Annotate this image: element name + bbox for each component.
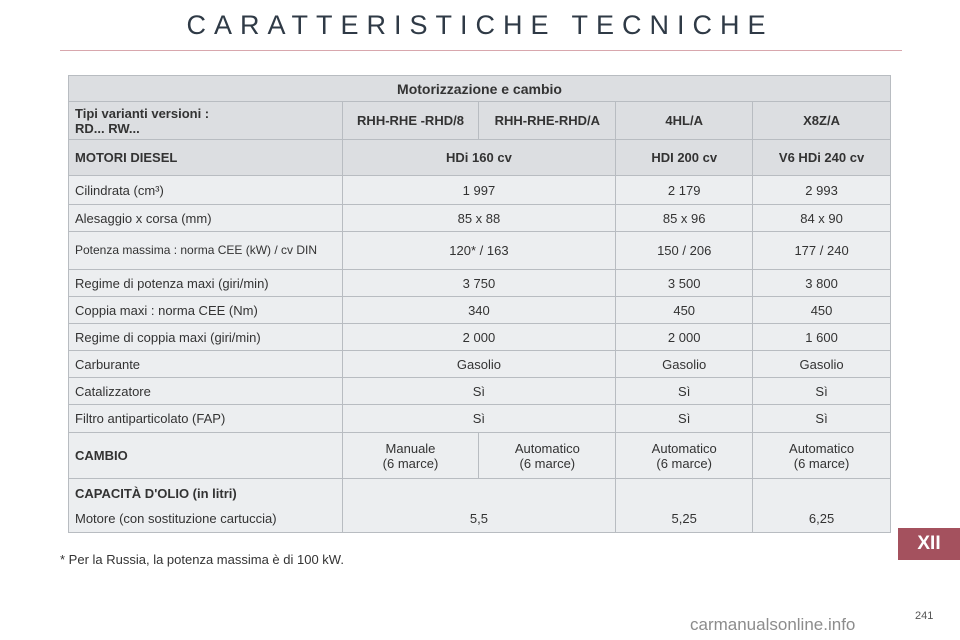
table-row <box>69 405 891 433</box>
gearbox-gears: (6 marce) <box>793 455 850 471</box>
gearbox-type: Manuale <box>385 440 436 456</box>
row-value: 120* / 163 <box>342 232 616 270</box>
row-value: Sì <box>753 405 891 433</box>
row-label: Potenza massima : norma CEE (kW) / cv DIN <box>69 232 343 270</box>
row-value: 2 179 <box>616 176 753 205</box>
row-value: 2 993 <box>753 176 891 205</box>
gearbox-type: Automatico <box>789 440 855 456</box>
row-value: Gasolio <box>753 351 891 378</box>
row-value: 2 000 <box>616 324 753 351</box>
variant-cell: 4HL/A <box>616 102 753 140</box>
row-value: 85 x 88 <box>342 205 616 232</box>
engines-label: MOTORI DIESEL <box>69 140 343 176</box>
row-label: Alesaggio x corsa (mm) <box>69 205 343 232</box>
row-value: 3 750 <box>342 270 616 297</box>
row-value: 84 x 90 <box>753 205 891 232</box>
gearbox-cell <box>342 433 479 479</box>
row-value: 340 <box>342 297 616 324</box>
variants-row <box>69 102 891 140</box>
table-row <box>69 176 891 205</box>
gearbox-cell <box>753 433 891 479</box>
row-value: 450 <box>616 297 753 324</box>
table-caption-row <box>69 76 891 102</box>
engine-cell: HDi 160 cv <box>342 140 616 176</box>
oil-capacity-row <box>69 479 891 533</box>
row-value: 177 / 240 <box>753 232 891 270</box>
engine-cell: V6 HDi 240 cv <box>753 140 891 176</box>
row-value: 150 / 206 <box>616 232 753 270</box>
table-row <box>69 351 891 378</box>
watermark: carmanualsonline.info <box>690 615 856 634</box>
row-value: 2 000 <box>342 324 616 351</box>
gearbox-type: Automatico <box>514 440 580 456</box>
row-value: Sì <box>753 378 891 405</box>
row-label: Coppia maxi : norma CEE (Nm) <box>69 297 343 324</box>
row-value: 1 600 <box>753 324 891 351</box>
engines-row <box>69 140 891 176</box>
gearbox-gears: (6 marce) <box>656 455 712 471</box>
table-caption: Motorizzazione e cambio <box>69 76 891 102</box>
gearbox-cell <box>479 433 616 479</box>
chapter-tab[interactable]: XII <box>898 528 960 560</box>
row-value: Gasolio <box>616 351 753 378</box>
oil-capacity-row-label: Motore (con sostituzione cartuccia) <box>75 510 277 526</box>
oil-capacity-heading: CAPACITÀ D'OLIO (in litri) <box>75 485 237 501</box>
oil-capacity-value: 6,25 <box>753 479 891 533</box>
gearbox-cell <box>616 433 753 479</box>
row-value: Sì <box>342 405 616 433</box>
row-label: Carburante <box>69 351 343 378</box>
row-value: 3 500 <box>616 270 753 297</box>
table-row <box>69 270 891 297</box>
variants-label <box>69 102 343 140</box>
gearbox-type: Automatico <box>651 440 717 456</box>
table-row <box>69 205 891 232</box>
spec-table <box>68 75 891 533</box>
row-label: Filtro antiparticolato (FAP) <box>69 405 343 433</box>
variants-label-line2: RD... RW... <box>75 120 140 136</box>
variants-label-line1: Tipi varianti versioni : <box>75 105 210 121</box>
variant-cell: RHH-RHE-RHD/A <box>479 102 616 140</box>
row-value: 3 800 <box>753 270 891 297</box>
row-value: 85 x 96 <box>616 205 753 232</box>
table-row <box>69 324 891 351</box>
row-value: Gasolio <box>342 351 616 378</box>
oil-capacity-value: 5,25 <box>616 479 753 533</box>
row-value: 1 997 <box>342 176 616 205</box>
row-label: Catalizzatore <box>69 378 343 405</box>
table-row <box>69 378 891 405</box>
row-label: Regime di coppia maxi (giri/min) <box>69 324 343 351</box>
title-divider <box>60 50 902 51</box>
row-value: 450 <box>753 297 891 324</box>
oil-capacity-value: 5,5 <box>342 479 616 533</box>
page-number: 241 <box>915 610 934 622</box>
variant-cell: X8Z/A <box>753 102 891 140</box>
oil-capacity-label-cell <box>69 479 343 533</box>
row-label: Cilindrata (cm³) <box>69 176 343 205</box>
gearbox-gears: (6 marce) <box>382 455 439 471</box>
footnote: * Per la Russia, la potenza massima è di 100 kW. <box>60 552 344 567</box>
row-label: Regime di potenza maxi (giri/min) <box>69 270 343 297</box>
table-row <box>69 297 891 324</box>
gearbox-row <box>69 433 891 479</box>
page-title: CARATTERISTICHE TECNICHE <box>186 10 774 40</box>
gearbox-label: CAMBIO <box>69 433 343 479</box>
engine-cell: HDI 200 cv <box>616 140 753 176</box>
row-value: Sì <box>342 378 616 405</box>
table-row <box>69 232 891 270</box>
row-value: Sì <box>616 405 753 433</box>
gearbox-gears: (6 marce) <box>519 455 576 471</box>
row-value: Sì <box>616 378 753 405</box>
variant-cell: RHH-RHE -RHD/8 <box>342 102 479 140</box>
